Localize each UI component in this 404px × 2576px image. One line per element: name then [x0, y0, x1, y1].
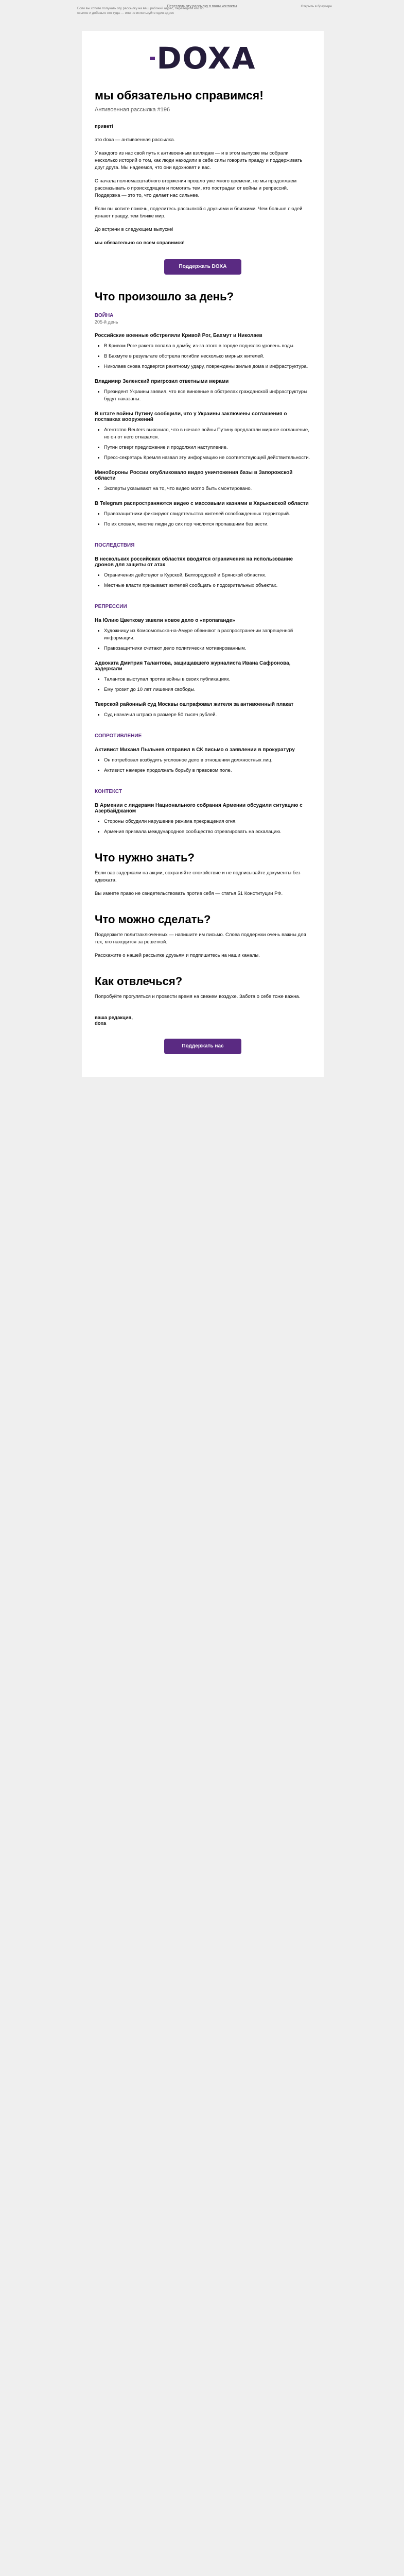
- news-bullet: • В Бахмуте в результате обстрела погибли несколько мирных жителей.: [104, 353, 311, 360]
- section-title: На Юлию Цветкову завели новое дело о «пропаганде»: [95, 618, 235, 623]
- support-button[interactable]: Поддержать DOXA: [164, 259, 241, 275]
- sections-list: [95, 543, 311, 836]
- news-item-title: В штате войны Путину сообщили, что у Украины заключены соглашения о поставках вооружений: [95, 411, 287, 422]
- section-bullet: • Местные власти призывают жителей сообщать о подозрительных объектах.: [104, 582, 311, 589]
- section-bullet: • Талантов выступал против войны в своих публикациях.: [104, 676, 311, 683]
- section-title: Активист Михаил Пыльнев отправил в СК письмо о заявлении в прокуратуру: [95, 747, 295, 753]
- signature: [95, 1015, 311, 1026]
- section-title: В Армении с лидерами Национального собрания Армении обсудили ситуацию с Азербайджаном: [95, 803, 303, 814]
- section-bullet: • Стороны обсудили нарушение режима прекращения огня.: [104, 818, 311, 825]
- section-category: ПОСЛЕДСТВИЯ: [95, 543, 135, 548]
- section-bullet: • Художницу из Комсомольска-на-Амуре обвиняют в распространении запрещенной информации.: [104, 628, 311, 642]
- section-bullets: [95, 628, 311, 652]
- news-bullet: • Пресс-секретарь Кремля назвал эту информацию не соответствующей действительности.: [104, 454, 311, 462]
- section-category: РЕПРЕССИИ: [95, 604, 127, 609]
- intro-paragraph: это doxa — антивоенная рассылка.: [95, 137, 175, 143]
- section-bullets: [95, 572, 311, 589]
- section-bullet: • Ограничения действуют в Курской, Белгородской и Брянской областях.: [104, 572, 311, 579]
- section-bullet: • Он потребовал возбудить уголовное дело в отношении должностных лиц.: [104, 757, 311, 764]
- news-bullet: • Президент Украины заявил, что все виновные в обстрелах гражданской инфраструктуры будут наказаны.: [104, 388, 311, 403]
- news-heading: Что произошло за день?: [95, 290, 234, 303]
- news-item-bullets: [95, 343, 311, 370]
- news-item-title: В Telegram распространяются видео с массовыми казнями в Харьковской области: [95, 501, 309, 506]
- intro-paragraph: У каждого из нас свой путь к антивоенным взглядам — и в этом выпуске мы собрали несколько историй о том, как люди находили в себе силы говорить правду и поддерживать друг друга. Мы надеемся, что они вдохновят и вас.: [95, 150, 303, 171]
- intro-sign: мы обязательно со всем справимся!: [95, 240, 185, 246]
- section-bullet: • Армения призвала международное сообщество отреагировать на эскалацию.: [104, 828, 311, 836]
- section-bullets: [95, 711, 311, 719]
- what-to-know-paragraph: Вы имеете право не свидетельствовать против себя — статья 51 Конституции РФ.: [95, 891, 283, 896]
- news-list: [95, 333, 311, 528]
- news-bullet: • По их словам, многие люди до сих пор числятся пропавшими без вести.: [104, 521, 311, 528]
- email-card: [82, 31, 324, 1077]
- news-item-bullets: [95, 388, 311, 403]
- email-subtitle: Антивоенная рассылка #196: [95, 107, 170, 113]
- what-to-know-paragraph: Если вас задержали на акции, сохраняйте спокойствие и не подписывайте документы без адвоката.: [95, 870, 301, 883]
- news-item-bullets: [95, 511, 311, 528]
- support-us-button[interactable]: Поддержать нас: [164, 1039, 241, 1054]
- news-item-title: Владимир Зеленский пригрозил ответными мерами: [95, 379, 229, 384]
- section-category: СОПРОТИВЛЕНИЕ: [95, 733, 142, 739]
- what-to-do-paragraph: Расскажите о нашей рассылке друзьям и подпишитесь на наши каналы.: [95, 953, 260, 958]
- news-item-bullets: [95, 485, 311, 493]
- intro-paragraph: Если вы хотите помочь, поделитесь рассылкой с друзьями и близкими. Чем больше людей узнают правду, тем ближе мир.: [95, 206, 303, 219]
- doxa-logo: DOXA: [82, 39, 324, 77]
- signature-line: doxa: [95, 1021, 107, 1026]
- what-to-do-heading: Что можно сделать?: [95, 913, 211, 926]
- news-bullet: • В Кривом Роге ракета попала в дамбу, из-за этого в городе поднялся уровень воды.: [104, 343, 311, 350]
- signature-line: ваша редакция,: [95, 1015, 133, 1021]
- news-bullet: • Путин отверг предложение и продолжил наступление.: [104, 444, 311, 451]
- open-in-browser-link[interactable]: Открыть в браузере: [301, 5, 332, 8]
- news-item-title: Минобороны России опубликовало видео уничтожения базы в Запорожской области: [95, 470, 293, 481]
- news-item-title: Российские военные обстреляли Кривой Рог, Бахмут и Николаев: [95, 333, 262, 338]
- section-bullet: • Активист намерен продолжать борьбу в правовом поле.: [104, 767, 311, 774]
- section-bullets: [95, 818, 311, 836]
- spacer: [95, 1066, 311, 1077]
- news-bullet: • Правозащитники фиксируют свидетельства жителей освобожденных территорий.: [104, 511, 311, 518]
- news-date: 205-й день: [95, 319, 118, 325]
- news-bullet: • Николаев снова подвергся ракетному удару, повреждены жилые дома и инфраструктура.: [104, 363, 311, 370]
- news-item-bullets: [95, 427, 311, 462]
- section-title: Адвоката Дмитрия Талантова, защищавшего журналиста Ивана Сафронова, задержали: [95, 660, 291, 672]
- section-title: Тверской районный суд Москвы оштрафовал жителя за антивоенный плакат: [95, 702, 294, 707]
- how-to-relax-heading: Как отвлечься?: [95, 975, 183, 988]
- news-bullet: • Эксперты указывают на то, что видео могло быть смонтировано.: [104, 485, 311, 493]
- intro-paragraph: С начала полномасштабного вторжения прошло уже много времени, но мы продолжаем рассказывать о происходящем и помогать тем, кто пострадал от войны и репрессий. Поддержка — это то, что делает нас сильнее.: [95, 178, 297, 198]
- section-bullet: • Ему грозит до 10 лет лишения свободы.: [104, 686, 311, 693]
- section-bullets: [95, 676, 311, 693]
- news-bullet: • Агентство Reuters выяснило, что в начале войны Путину предлагали мирное соглашение, но он от него отказался.: [104, 427, 311, 441]
- what-to-do-paragraph: Поддержите политзаключенных — напишите им письмо. Слова поддержки очень важны для тех, кто находится за решеткой.: [95, 932, 306, 945]
- section-bullet: • Правозащитники считают дело политически мотивированным.: [104, 645, 311, 652]
- preheader-left: Если вы хотите получать эту рассылку на ваш рабочий адрес, переведите его по ссылке и добавьте его туда — или не используйте один адрес: [77, 7, 204, 15]
- logo-bar-icon: [150, 57, 155, 60]
- section-title: В нескольких российских областях вводятся ограничения на использование дронов для защиты от атак: [95, 556, 293, 568]
- email-title: мы обязательно справимся!: [95, 89, 264, 102]
- email-content: [82, 89, 324, 1077]
- what-to-know-heading: Что нужно знать?: [95, 851, 195, 864]
- preheader-right: [234, 4, 332, 9]
- intro-paragraph: привет!: [95, 124, 114, 129]
- intro-paragraph: До встречи в следующем выпуске!: [95, 227, 173, 232]
- how-to-relax-paragraph: Попробуйте прогуляться и провести время на свежем воздухе. Забота о себе тоже важна.: [95, 994, 301, 999]
- section-bullets: [95, 757, 311, 774]
- news-kicker: ВОЙНА: [95, 313, 114, 318]
- forward-link[interactable]: Переслать эту рассылку в ваши контакты: [167, 5, 237, 8]
- section-bullet: • Суд назначил штраф в размере 50 тысяч рублей.: [104, 711, 311, 719]
- section-category: КОНТЕКСТ: [95, 789, 122, 794]
